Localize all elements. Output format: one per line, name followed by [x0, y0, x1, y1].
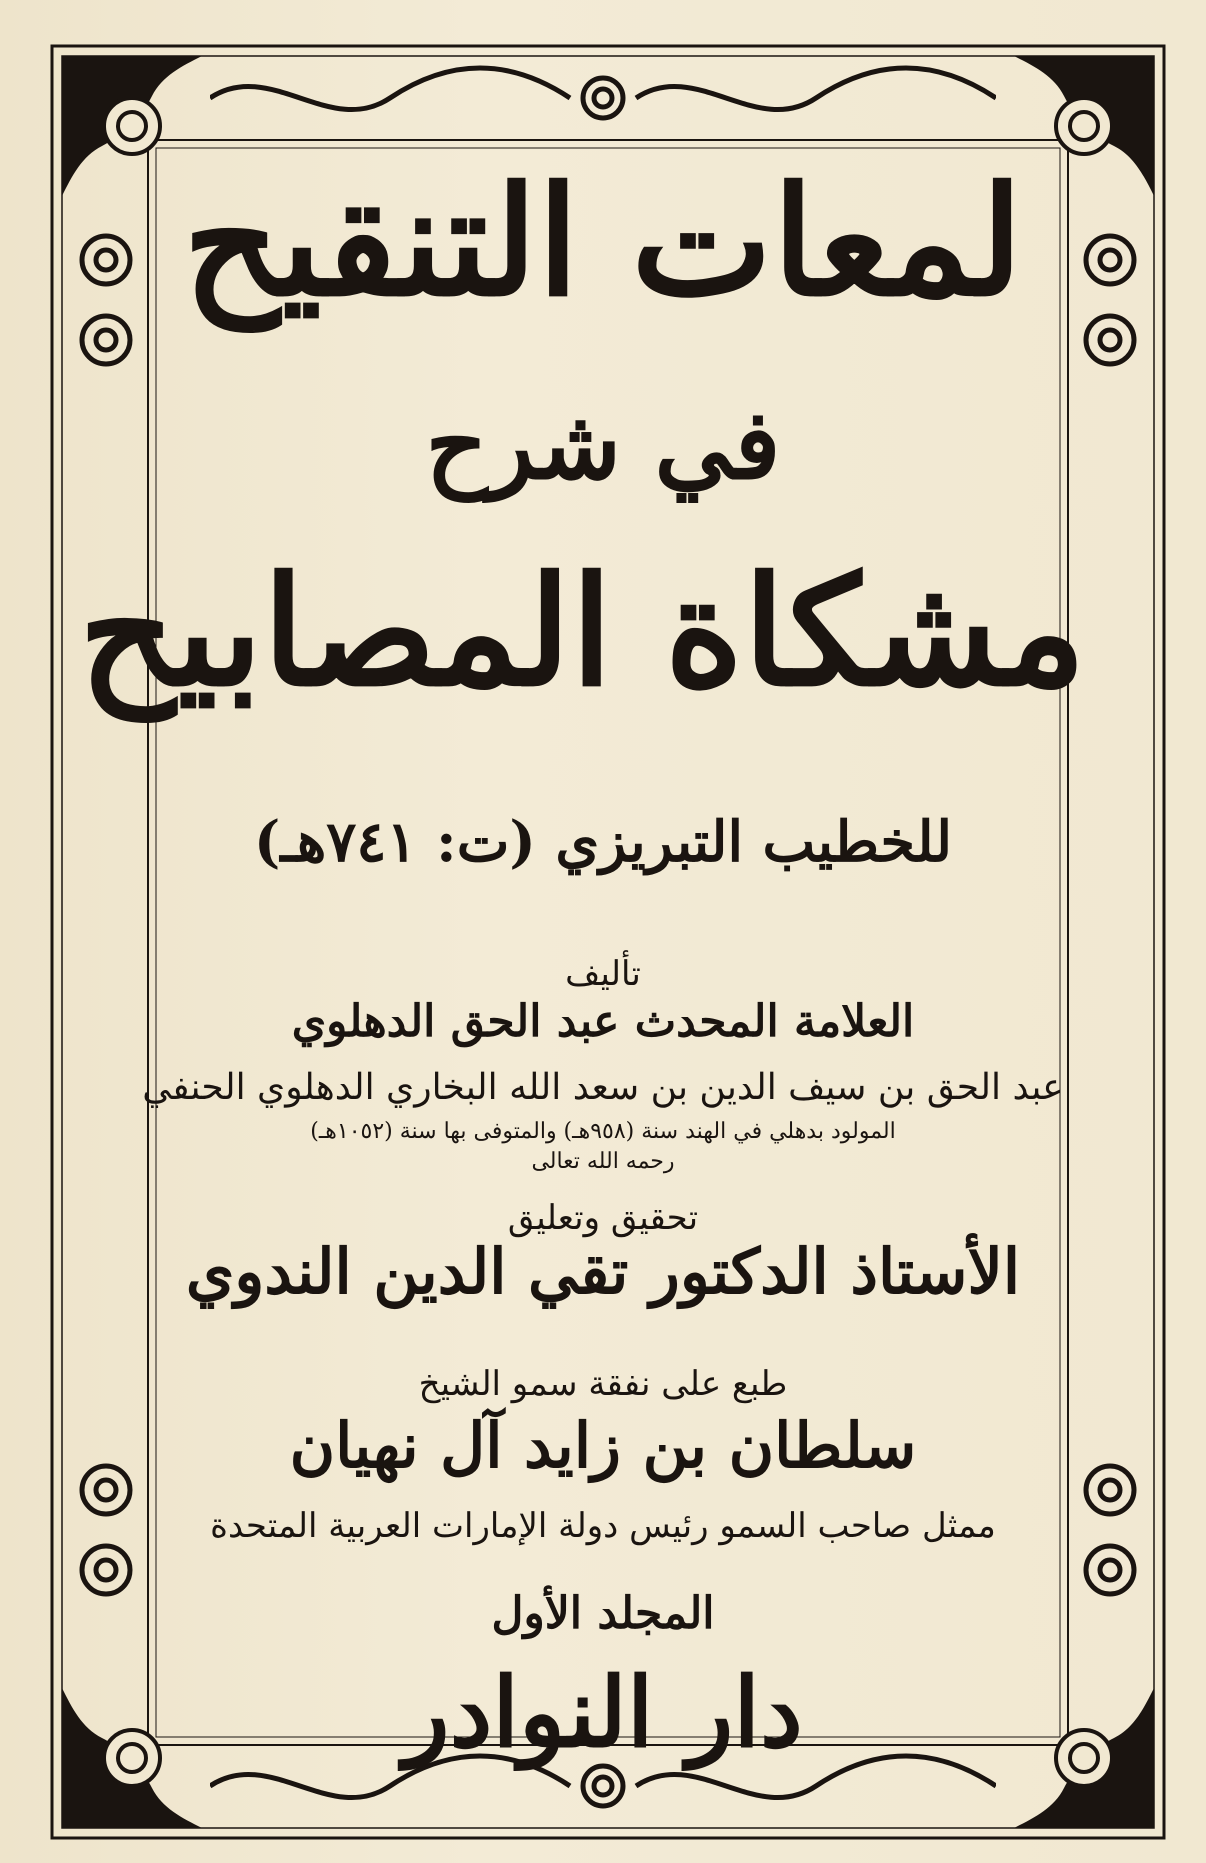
author-dates: المولود بدهلي في الهند سنة (٩٥٨هـ) والمتوفى بها سنة (١٠٥٢هـ)	[310, 1119, 896, 1144]
author-blessing: رحمه الله تعالى	[531, 1149, 675, 1174]
sponsor-name: سلطان بن زايد آل نهيان	[289, 1409, 917, 1482]
sponsor-title: ممثل صاحب السمو رئيس دولة الإمارات العربية المتحدة	[210, 1506, 996, 1546]
edge-ornament-top	[210, 58, 996, 138]
volume-label: المجلد الأول	[491, 1588, 715, 1639]
book-title-secondary: مشكاة المصابيح	[78, 544, 1086, 720]
author-title: العلامة المحدث عبد الحق الدهلوي	[291, 996, 915, 1047]
book-title-primary: لمعات التنقيح	[183, 154, 1023, 330]
tahqiq-label: تحقيق وتعليق	[507, 1198, 699, 1238]
title-content	[78, 130, 1086, 1770]
author-full-name: عبد الحق بن سيف الدين بن سعد الله البخاري الدهلوي الحنفي	[142, 1067, 1064, 1108]
printed-by-label: طبع على نفقة سمو الشيخ	[418, 1364, 788, 1404]
talif-label: تأليف	[565, 954, 641, 994]
source-author: للخطيب التبريزي (ت: ٧٤١هـ)	[253, 809, 953, 875]
editor-name: الأستاذ الدكتور تقي الدين الندوي	[185, 1235, 1021, 1308]
book-title-preposition: في شرح	[425, 388, 781, 501]
publisher-name: دار النوادر	[403, 1656, 803, 1769]
